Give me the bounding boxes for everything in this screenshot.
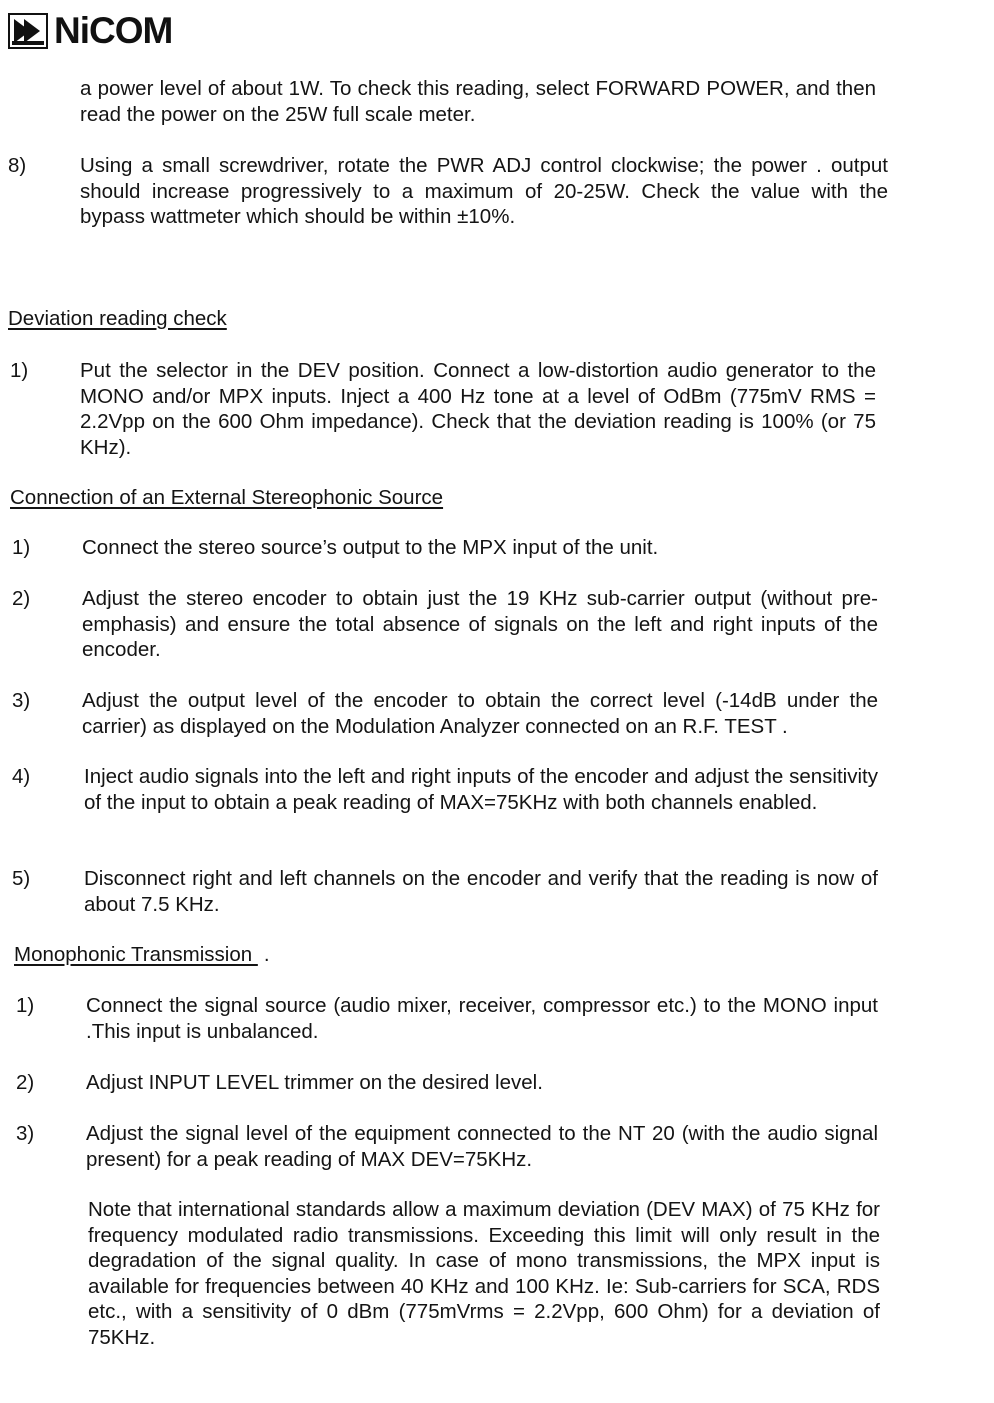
section-heading: Deviation reading check — [8, 307, 227, 330]
step-text: Disconnect right and left channels on the encoder and verify that the reading is now of about 7.5 KHz. — [84, 867, 878, 916]
logo-emblem-icon — [8, 13, 48, 49]
step-text: Put the selector in the DEV position. Connect a low-distortion audio generator to the MONO and/or MPX inputs. Inject a 400 Hz tone at a level of OdBm (775mV RMS = 2.2Vpp on the 600 Ohm impedance). Check that the deviation reading is 100% (or 75 KHz). — [80, 359, 876, 459]
step-number: 5) — [12, 867, 31, 890]
step-number: 2) — [12, 587, 31, 610]
section-heading: Connection of an External Stereophonic Source — [10, 486, 444, 509]
step-text: Connect the stereo source’s output to the MPX input of the unit. — [82, 536, 659, 559]
step-text: Adjust the signal level of the equipment connected to the NT 20 (with the audio signal present) for a peak reading of MAX DEV=75KHz. — [86, 1122, 878, 1171]
continuation-paragraph: a power level of about 1W. To check this reading, select FORWARD POWER, and then read the power on the 25W full scale meter. — [80, 77, 876, 126]
step-text: Connect the signal source (audio mixer, receiver, compressor etc.) to the MONO input .This input is unbalanced. — [86, 994, 878, 1043]
step-text: Adjust the stereo encoder to obtain just the 19 KHz sub-carrier output (without pre-emphasis) and ensure the total absence of signals on the left and right inputs of the encoder. — [82, 587, 878, 662]
heading-period: . — [263, 943, 270, 966]
step-number: 2) — [16, 1071, 35, 1094]
step-number: 1) — [12, 536, 31, 559]
step-text: Inject audio signals into the left and right inputs of the encoder and adjust the sensitivity of the input to obtain a peak reading of MAX=75KHz with both channels enabled. — [84, 765, 878, 814]
step-number: 4) — [12, 765, 31, 788]
step-text: Using a small screwdriver, rotate the PWR ADJ control clockwise; the power . output should increase progressively to a maximum of 20-25W. Check the value with the bypass wattmeter which should be within ±10%. — [80, 154, 888, 229]
nicom-logo — [8, 12, 172, 50]
step-number: 3) — [16, 1122, 35, 1145]
step-text: Adjust the output level of the encoder to obtain the correct level (-14dB under the carrier) as displayed on the Modulation Analyzer connected on an R.F. TEST . — [82, 689, 878, 738]
step-number: 8) — [8, 154, 27, 177]
section-heading: Monophonic Transmission — [14, 943, 258, 966]
step-number: 1) — [10, 359, 29, 382]
brand-name: NiCOM — [54, 10, 173, 51]
step-number: 1) — [16, 994, 35, 1017]
section-heading-row — [14, 942, 270, 968]
step-number: 3) — [12, 689, 31, 712]
step-text: Adjust INPUT LEVEL trimmer on the desired level. — [86, 1071, 543, 1094]
note-paragraph: Note that international standards allow a maximum deviation (DEV MAX) of 75 KHz for frequency modulated radio transmissions. Exceeding this limit will only result in the degradation of the signal quality. In case of mono transmissions, the MPX input is available for frequencies between 40 KHz and 100 KHz. Ie: Sub-carriers for SCA, RDS etc., with a sensitivity of 0 dBm (775mVrms = 2.2Vpp, 600 Ohm) for a deviation of 75KHz. — [88, 1198, 880, 1349]
